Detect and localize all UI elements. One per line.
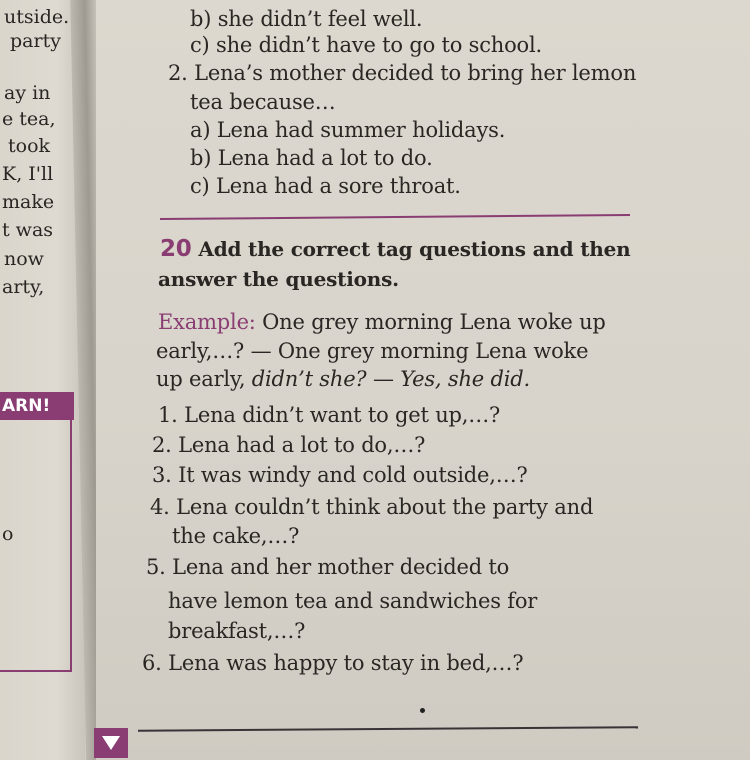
example-line xyxy=(158,309,606,335)
answer-option: c) Lena had a sore throat. xyxy=(190,174,461,198)
example-label: Example: xyxy=(158,310,256,334)
ink-dot xyxy=(420,708,425,713)
left-fragment: e tea, xyxy=(2,108,56,130)
answer-option: c) she didn’t have to go to school. xyxy=(190,33,542,57)
example-line xyxy=(156,366,530,392)
section-marker-icon xyxy=(94,728,128,758)
learn-box xyxy=(0,420,72,672)
exercise-heading xyxy=(160,236,630,262)
left-fragment: ay in xyxy=(4,82,51,104)
left-fragment: make xyxy=(2,191,55,213)
question-line: tea because… xyxy=(190,90,336,114)
exercise-item-continuation: the cake,…? xyxy=(172,524,300,548)
exercise-item-continuation: have lemon tea and sandwiches for xyxy=(168,589,538,613)
answer-option: a) Lena had summer holidays. xyxy=(190,118,506,142)
example-answer: Yes, she did. xyxy=(400,367,530,391)
left-fragment: arty, xyxy=(2,276,45,298)
exercise-item: 2. Lena had a lot to do,…? xyxy=(152,433,426,457)
example-dash: — xyxy=(372,367,394,391)
left-fragment: K, I'll xyxy=(2,163,54,185)
left-fragment: o xyxy=(2,523,14,545)
left-fragment: party xyxy=(10,30,61,52)
exercise-title-line2: answer the questions. xyxy=(158,267,399,291)
example-text: up early, xyxy=(156,367,246,391)
exercise-item: 4. Lena couldn’t think about the party and xyxy=(150,495,594,519)
exercise-item: 1. Lena didn’t want to get up,…? xyxy=(158,403,501,427)
exercise-item: 3. It was windy and cold outside,…? xyxy=(152,463,528,487)
learn-box-header: ARN! xyxy=(0,392,74,420)
left-fragment: t was xyxy=(2,219,54,241)
question-line: 2. Lena’s mother decided to bring her lemon xyxy=(168,61,637,85)
answer-option: b) she didn’t feel well. xyxy=(190,7,423,31)
example-tag: didn’t she? xyxy=(251,367,367,391)
exercise-title-line1: Add the correct tag questions and then xyxy=(198,237,631,261)
left-fragment: utside. xyxy=(4,6,70,28)
exercise-item: 6. Lena was happy to stay in bed,…? xyxy=(142,651,524,675)
example-line: early,…? — One grey morning Lena woke xyxy=(156,339,589,363)
exercise-item: 5. Lena and her mother decided to xyxy=(146,555,510,579)
left-fragment: now xyxy=(4,248,44,270)
example-text: One grey morning Lena woke up xyxy=(262,310,606,334)
left-fragment: took xyxy=(8,135,51,157)
exercise-item-continuation: breakfast,…? xyxy=(168,619,306,643)
answer-option: b) Lena had a lot to do. xyxy=(190,146,433,170)
exercise-number: 20 xyxy=(160,236,192,262)
